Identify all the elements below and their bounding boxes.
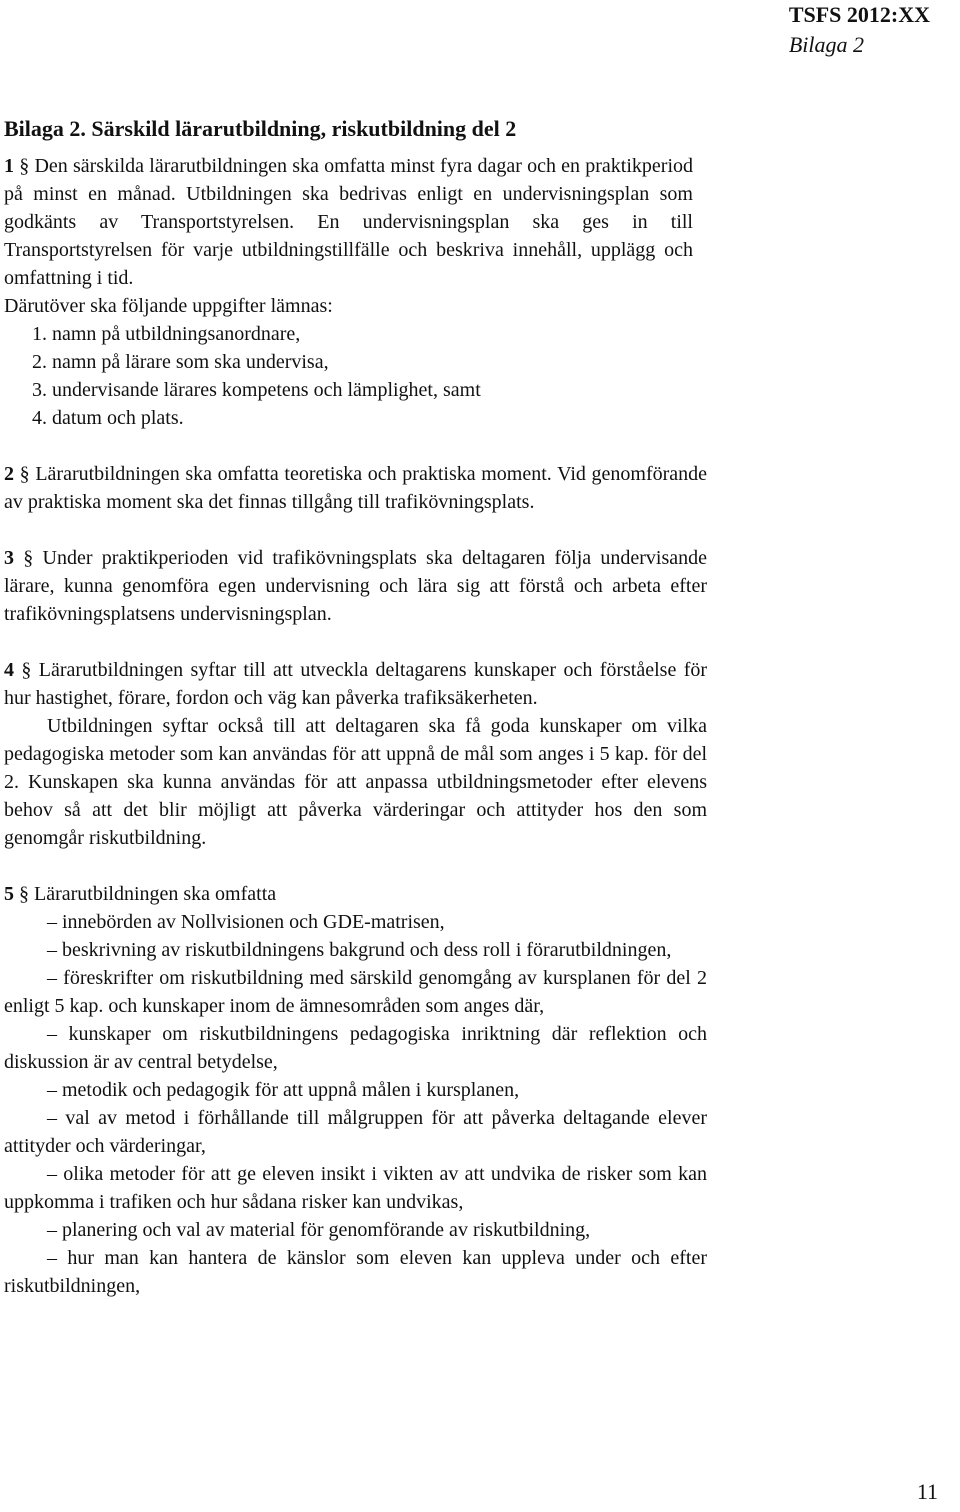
section-number: 4: [4, 659, 14, 681]
page-header: [789, 0, 930, 60]
section-3-text: [4, 544, 707, 628]
section-body: Den särskilda lärarutbildningen ska omfatta minst fyra dagar och en praktikperiod på minst en månad. Utbildningen ska bedrivas enligt en undervisningsplan som godkänts av Transportstyrelsen. En undervisningsplan ska ges in till Transportstyrelsen för varje utbildningstillfälle och beskriva innehåll, upplägg och omfattning i tid.: [4, 155, 694, 289]
document-body: [4, 114, 707, 1328]
section-number: 5: [4, 883, 14, 905]
section-body: Lärarutbildningen syftar till att utveckla deltagarens kunskaper och förståelse för hur hastighet, förare, fordon och väg kan påverka trafiksäkerheten.: [4, 659, 708, 709]
dash-list-item: – olika metoder för att ge eleven insikt i vikten av att undvika de risker som kan uppkomma i trafiken och hur sådana risker kan undvikas,: [4, 1163, 707, 1213]
section-body: Under praktikperioden vid trafikövningsplats ska deltagaren följa undervisande lärare, kunna genomföra egen undervisning och lära sig att förstå och arbeta efter trafikövningsplatsens undervisningsplan.: [4, 547, 708, 625]
section-sign: §: [19, 883, 29, 905]
section-4-paragraph-2: Utbildningen syftar också till att deltagaren ska få goda kunskaper om vilka pedagogiska metoder som kan användas för att uppnå de mål som anges i 5 kap. för del 2. Kunskapen ska kunna användas för att anpassa utbildningsmetoder efter elevens behov så att det blir möjligt att påverka värderingar och attityder hos den som genomgår riskutbildning.: [4, 715, 707, 849]
section-sign: §: [19, 463, 30, 485]
dash-list-item: – planering och val av material för genomförande av riskutbildning,: [47, 1219, 591, 1241]
dash-list: [4, 908, 707, 1300]
dash-list-item: – beskrivning av riskutbildningens bakgrund och dess roll i förarutbildningen,: [47, 939, 672, 961]
document-title: Bilaga 2. Särskild lärarutbildning, riskutbildning del 2: [4, 116, 517, 141]
section-body: Lärarutbildningen ska omfatta: [34, 883, 277, 905]
regulation-code: TSFS 2012:XX: [788, 2, 930, 27]
dash-list-item: – hur man kan hantera de känslor som eleven kan uppleva under och efter riskutbildningen,: [4, 1247, 707, 1297]
section-sign: §: [19, 155, 30, 177]
section-4: [4, 656, 707, 852]
list-item: 3. undervisande lärares kompetens och lämplighet, samt: [32, 379, 481, 401]
section-1-lead: Därutöver ska följande uppgifter lämnas:: [4, 295, 333, 317]
list-item: 4. datum och plats.: [32, 407, 184, 429]
section-2: [4, 460, 707, 516]
numbered-list: [32, 320, 707, 432]
section-2-text: [4, 460, 707, 516]
page-number: 11: [916, 1479, 938, 1504]
section-sign: §: [23, 547, 34, 569]
section-5-text: [4, 880, 707, 908]
dash-list-item: – metodik och pedagogik för att uppnå målen i kursplanen,: [47, 1079, 520, 1101]
section-1-text: [4, 152, 693, 292]
section-5: [4, 880, 707, 1300]
dash-list-item: – val av metod i förhållande till målgruppen för att påverka deltagande elever attityder och värderingar,: [4, 1107, 707, 1157]
section-number: 1: [4, 155, 14, 177]
dash-list-item: – föreskrifter om riskutbildning med särskild genomgång av kursplanen för del 2 enligt 5 kap. och kunskaper inom de ämnesområden som anges där,: [4, 967, 707, 1017]
section-sign: §: [21, 659, 32, 681]
section-3: [4, 544, 707, 628]
section-number: 3: [4, 547, 14, 569]
section-body: Lärarutbildningen ska omfatta teoretiska och praktiska moment. Vid genomförande av praktiska moment ska det finnas tillgång till trafikövningsplats.: [4, 463, 708, 513]
list-item: 1. namn på utbildningsanordnare,: [32, 323, 301, 345]
list-item: 2. namn på lärare som ska undervisa,: [32, 351, 329, 373]
dash-list-item: – kunskaper om riskutbildningens pedagogiska inriktning där reflektion och diskussion är av central betydelse,: [4, 1023, 707, 1073]
dash-list-item: – innebörden av Nollvisionen och GDE-matrisen,: [47, 911, 445, 933]
appendix-label: Bilaga 2: [788, 32, 864, 57]
section-4-text: [4, 656, 707, 712]
section-number: 2: [4, 463, 14, 485]
section-1: [4, 152, 707, 432]
